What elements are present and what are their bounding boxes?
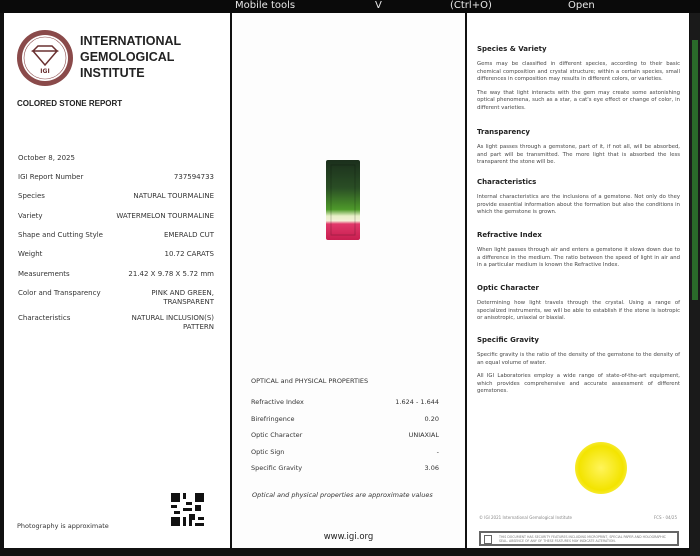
optical-row xyxy=(251,415,439,423)
row-value-line: PATTERN xyxy=(183,323,214,331)
section-text: The way that light interacts with the gem may create some astonishing optical phenomena, such as a star, a cat's eye effect or change of color, in different varieties. xyxy=(477,89,680,111)
section-title: Specific Gravity xyxy=(477,336,539,344)
row-label: Specific Gravity xyxy=(251,464,303,472)
section-title: Optic Character xyxy=(477,284,540,292)
optical-note: Optical and physical properties are approximate values xyxy=(252,491,433,499)
toolbar-item[interactable]: Mobile tools xyxy=(235,0,296,11)
row-value: 1.624 - 1.644 xyxy=(395,398,439,406)
section-text: Specific gravity is the ratio of the density of the gemstone to the density of an equal volume of water. xyxy=(477,352,680,366)
report-panel-middle xyxy=(232,7,465,548)
background-window-edge xyxy=(690,0,700,556)
photo-note: Photography is approximate xyxy=(17,522,109,530)
toolbar-item[interactable]: V xyxy=(375,0,382,11)
website-link[interactable]: www.igi.org xyxy=(323,532,374,542)
report-panel-left xyxy=(4,7,230,548)
igi-seal-logo xyxy=(16,29,74,87)
report-panel-right xyxy=(467,7,689,548)
row-value: EMERALD CUT xyxy=(163,231,214,239)
row-value-line: NATURAL INCLUSION(S) xyxy=(131,314,214,322)
row-value: UNIAXIAL xyxy=(408,431,439,439)
report-type: COLORED STONE REPORT xyxy=(17,99,123,108)
section-title: Characteristics xyxy=(477,178,537,186)
section-text: All IGI Laboratories employ a wide range of state-of-the-art equipment, which provides comprehensive and accurate assessment of different gemstones. xyxy=(477,373,680,395)
toolbar-item[interactable]: (Ctrl+O) xyxy=(450,0,492,11)
date-value: October 8, 2025 xyxy=(18,154,75,162)
row-value xyxy=(132,314,214,332)
section-text: Internal characteristics are the inclusions of a gemstone. Not only do they provide essential information about the formation but also the conditions in which the gemstone is grown. xyxy=(477,194,680,216)
row-label: Weight xyxy=(18,250,43,258)
info-section xyxy=(477,45,680,119)
section-title: Species & Variety xyxy=(477,45,547,53)
warning-text: THIS DOCUMENT HAS SECURITY FEATURES INCLUDING MICROPRINT, SPECIAL PAPER AND HOLOGRAPHIC SEAL. ABSENCE OF ANY OF THESE FEATURES MAY INDICATE ALTERATION. xyxy=(499,535,666,543)
row-value: NATURAL TOURMALINE xyxy=(133,192,214,200)
row-label: Refractive Index xyxy=(251,398,304,406)
institute-line: INTERNATIONAL xyxy=(80,34,182,48)
institute-line: INSTITUTE xyxy=(80,66,145,80)
qr-code xyxy=(171,493,204,526)
institute-name xyxy=(80,33,181,81)
section-title: Transparency xyxy=(477,128,530,136)
row-value: 21.42 X 9.78 X 5.72 mm xyxy=(128,270,214,278)
row-label: IGI Report Number xyxy=(18,173,84,181)
section-title: Refractive Index xyxy=(477,231,542,239)
gemstone-photo xyxy=(326,160,360,240)
row-label: Species xyxy=(18,192,45,200)
document-icon xyxy=(484,535,492,544)
row-value: 3.06 xyxy=(424,464,439,472)
info-section xyxy=(477,231,680,276)
security-warning xyxy=(479,531,679,546)
optical-row xyxy=(251,431,439,439)
row-label: Variety xyxy=(18,212,43,220)
row-value-line: PINK AND GREEN, xyxy=(151,289,214,297)
section-text: Gems may be classified in different species, according to their basic chemical composition and crystal structure; within a certain species, small differences in composition may results in different colors, or varieties. xyxy=(477,61,680,83)
row-label: Birefringence xyxy=(251,415,295,423)
info-section xyxy=(477,336,680,402)
row-label: Optic Character xyxy=(251,431,303,439)
optical-row xyxy=(251,398,439,406)
row-label: Color and Transparency xyxy=(18,289,101,297)
institute-line: GEMOLOGICAL xyxy=(80,50,175,64)
row-label: Shape and Cutting Style xyxy=(18,231,103,239)
optical-row xyxy=(251,448,439,456)
row-value: 0.20 xyxy=(424,415,439,423)
row-value: - xyxy=(436,448,439,456)
section-text: As light passes through a gemstone, part of it, if not all, will be absorbed, and part will be transmitted. The more light that is absorbed the less transparent the stone will be. xyxy=(477,144,680,166)
row-value: WATERMELON TOURMALINE xyxy=(116,212,214,220)
row-label: Measurements xyxy=(18,270,70,278)
copyright: © IGI 2021 International Gemological Institute xyxy=(479,515,573,520)
section-text: Determining how light travels through the crystal. Using a range of specialized instruments, we will be able to establish if the stone is isotropic or anisotropic, uniaxial or biaxial. xyxy=(477,300,680,322)
optical-row xyxy=(251,464,439,472)
row-value-line: TRANSPARENT xyxy=(163,298,214,306)
row-value: 737594733 xyxy=(173,173,214,181)
row-value: 10.72 CARATS xyxy=(164,250,214,258)
optical-title: OPTICAL and PHYSICAL PROPERTIES xyxy=(251,377,369,385)
toolbar-item[interactable]: Open xyxy=(568,0,595,11)
row-value xyxy=(151,289,214,307)
background-window-toolbar xyxy=(0,0,700,13)
hologram-seal xyxy=(575,442,627,494)
row-label: Characteristics xyxy=(18,314,71,322)
form-code: FCS - 04/25 xyxy=(653,515,677,520)
info-section xyxy=(477,284,680,329)
row-label: Optic Sign xyxy=(251,448,285,456)
section-text: When light passes through air and enters a gemstone it slows down due to a difference in the medium. The ratio between the speed of light in air and in a particular medium is known the Refractive Index. xyxy=(477,247,680,269)
info-section xyxy=(477,128,680,173)
svg-text:IGI: IGI xyxy=(40,68,50,75)
info-section xyxy=(477,178,680,223)
